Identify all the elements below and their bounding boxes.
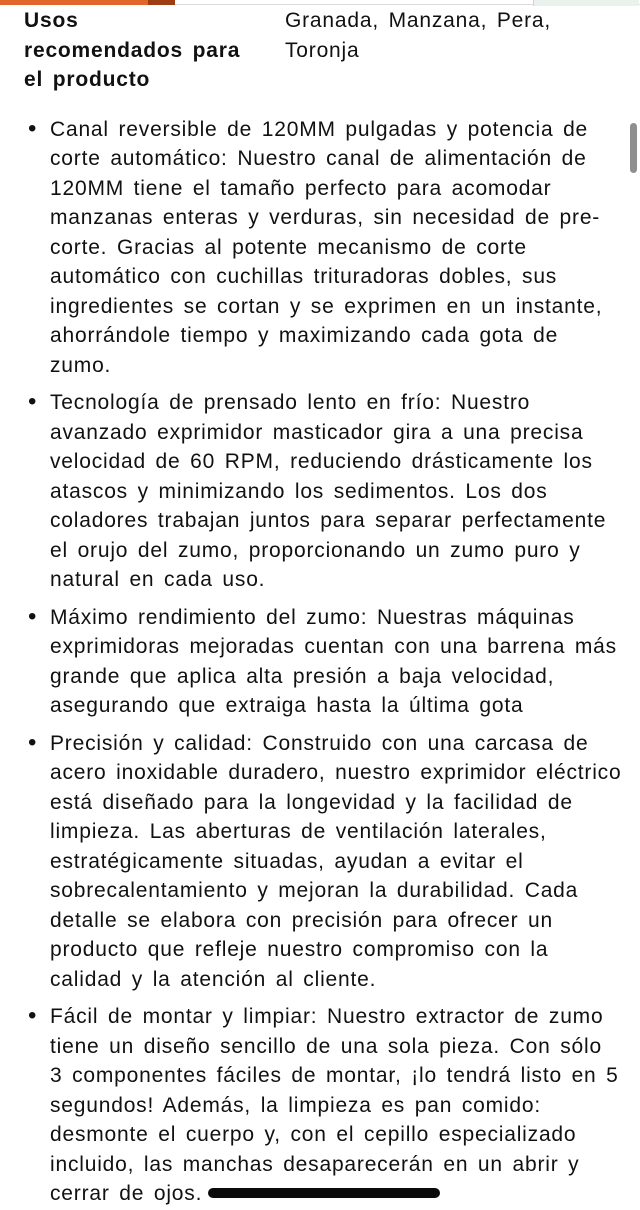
tab-indicator-accent-bar-dark-tip	[148, 0, 175, 5]
spec-table-row	[0, 0, 640, 95]
top-right-corner-highlight	[533, 0, 639, 6]
spec-row-value: Granada, Manzana, Pera, Toronja	[285, 9, 552, 62]
redaction-bar	[208, 1188, 440, 1198]
scrollbar-thumb[interactable]	[630, 123, 637, 173]
feature-bullet-5	[28, 1002, 624, 1209]
feature-bullet-3	[28, 603, 624, 721]
tab-indicator-accent-bar	[0, 0, 148, 5]
feature-bullet-2	[28, 388, 624, 595]
feature-bullet-4-text: Precisión y calidad: Construido con una carcasa de acero inoxidable duradero, nuestro exprimidor eléctrico está diseñado para la longevidad y la facilidad de limpieza. Las aberturas de ventilación laterales, estratégicamente situadas, ayudan a evitar el sobrecalentamiento y mejoran la durabilidad. Cada detalle se elabora con precisión para ofrecer un producto que refleje nuestro compromiso con la calidad y la atención al cliente.	[50, 731, 622, 991]
feature-bullet-list	[0, 115, 640, 1209]
feature-bullet-2-text: Tecnología de prensado lento en frío: Nuestro avanzado exprimidor masticador gira a una precisa velocidad de 60 RPM, reduciendo drásticamente los atascos y minimizando los sedimentos. Los dos coladores trabajan juntos para separar perfectamente el orujo del zumo, proporcionando un zumo puro y natural en cada uso.	[50, 391, 607, 591]
spec-row-label: Usos recomendados para el producto	[24, 9, 241, 91]
feature-bullet-3-text: Máximo rendimiento del zumo: Nuestras máquinas exprimidoras mejoradas cuentan con una barrena más grande que aplica alta presión a baja velocidad, asegurando que extraiga hasta la última gota	[50, 605, 617, 717]
feature-bullet-4	[28, 729, 624, 995]
feature-bullet-1-text: Canal reversible de 120MM pulgadas y potencia de corte automático: Nuestro canal de alimentación de 120MM tiene el tamaño perfecto para acomodar manzanas enteras y verduras, sin necesidad de pre-corte. Gracias al potente mecanismo de corte automático con cuchillas trituradoras dobles, sus ingredientes se cortan y se exprimen en un instante, ahorrándole tiempo y maximizando cada gota de zumo.	[50, 117, 603, 377]
feature-bullet-1	[28, 115, 624, 381]
feature-bullet-5-text: Fácil de montar y limpiar: Nuestro extractor de zumo tiene un diseño sencillo de una sola pieza. Con sólo 3 componentes fáciles de montar, ¡lo tendrá listo en 5 segundos! Además, la limpieza es pan comido: desmonte el cuerpo y, con el cepillo especializado incluido, las manchas desaparecerán en un abrir y cerrar de ojos.	[50, 1005, 619, 1205]
